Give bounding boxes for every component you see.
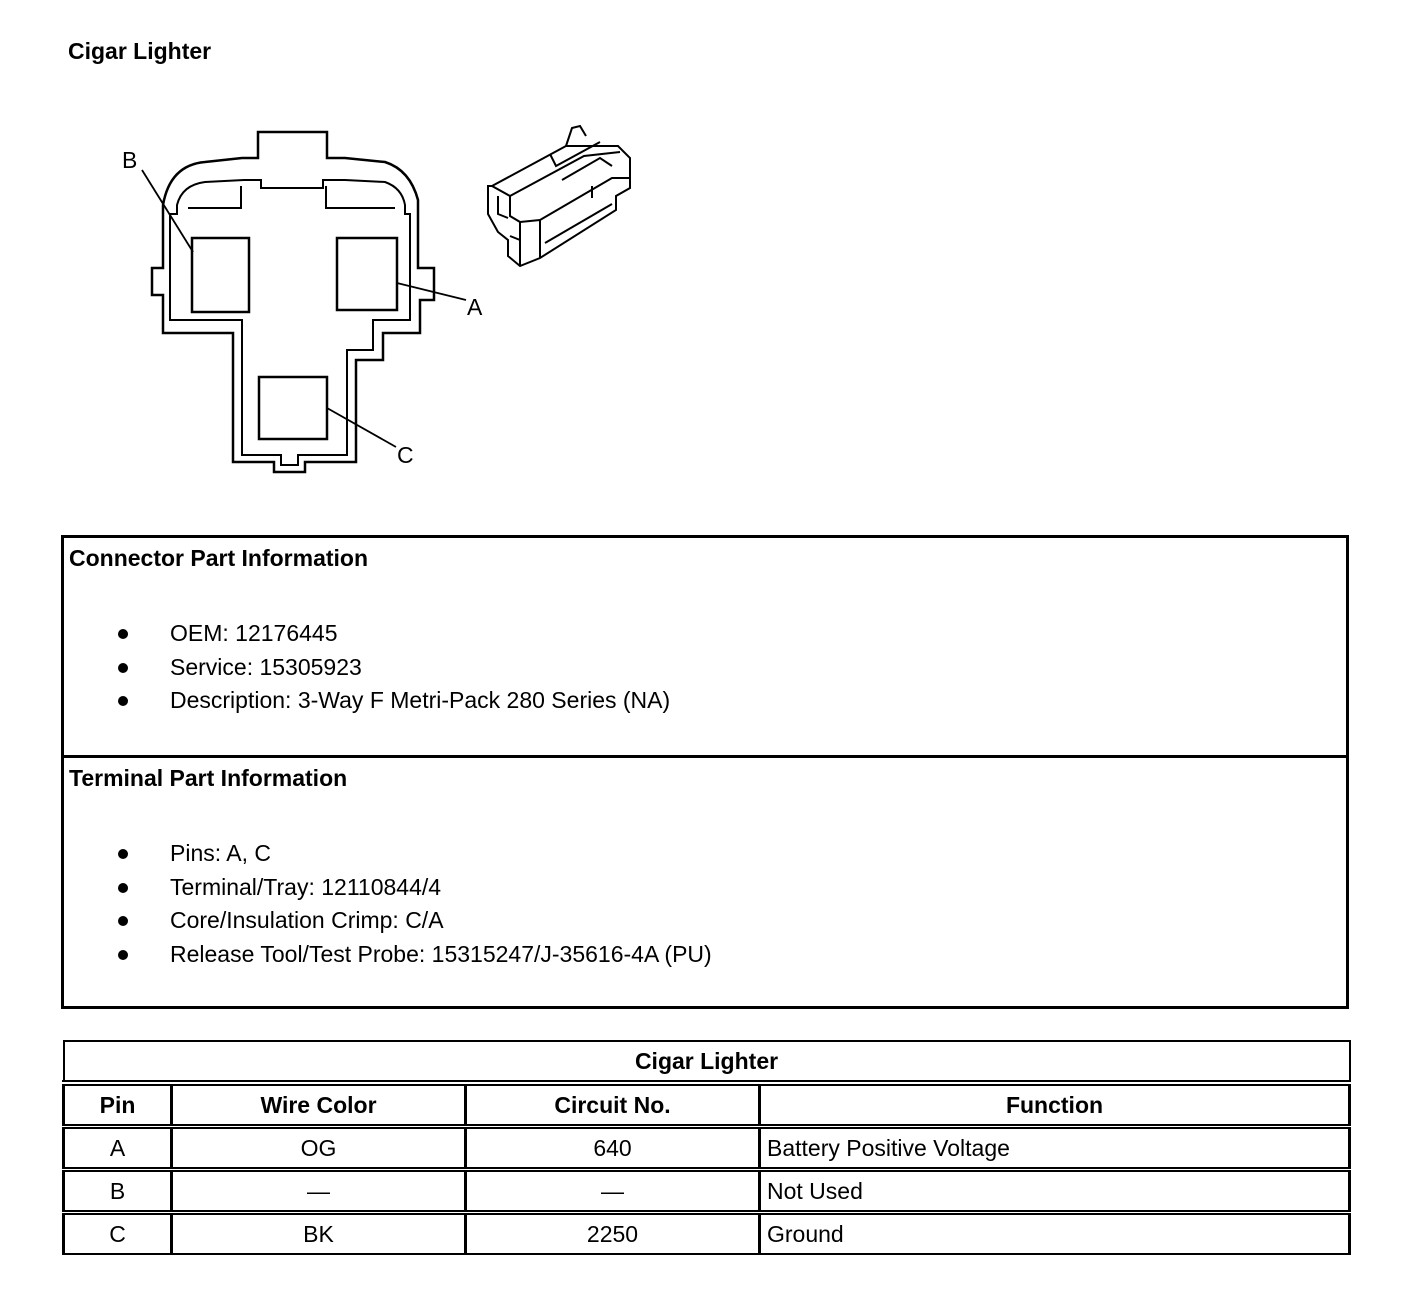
pin-assignment-table xyxy=(62,1040,1351,1255)
terminal-info-heading: Terminal Part Information xyxy=(69,765,348,791)
bullet-icon xyxy=(118,663,128,673)
cavity-a xyxy=(337,238,397,310)
cell-pin: A xyxy=(64,1127,172,1170)
cell-function: Ground xyxy=(760,1213,1350,1255)
connector-face-outline xyxy=(152,132,434,472)
cavity-b xyxy=(192,238,249,312)
leader-line-c xyxy=(327,408,396,447)
column-header-wire-color: Wire Color xyxy=(172,1083,466,1127)
cell-wire-color: OG xyxy=(172,1127,466,1170)
table-caption: Cigar Lighter xyxy=(64,1041,1350,1083)
cell-circuit-no: 2250 xyxy=(466,1213,760,1255)
list-item xyxy=(64,651,670,685)
page-title: Cigar Lighter xyxy=(68,38,212,64)
list-item xyxy=(64,837,712,871)
table-row xyxy=(64,1127,1350,1170)
list-item xyxy=(64,871,712,905)
column-header-function: Function xyxy=(760,1083,1350,1127)
list-item-text: Release Tool/Test Probe: 15315247/J-35616-4A (PU) xyxy=(170,940,712,967)
list-item xyxy=(64,904,712,938)
terminal-part-info xyxy=(64,758,1346,1006)
connector-3d-illustration xyxy=(488,126,630,266)
bullet-icon xyxy=(118,916,128,926)
table-caption-row xyxy=(64,1041,1350,1083)
cell-circuit-no: — xyxy=(466,1170,760,1213)
connector-part-info xyxy=(64,538,1346,758)
cell-function: Battery Positive Voltage xyxy=(760,1127,1350,1170)
connector-info-list xyxy=(64,617,670,718)
cell-wire-color: BK xyxy=(172,1213,466,1255)
column-header-pin: Pin xyxy=(64,1083,172,1127)
pin-label-b: B xyxy=(122,147,138,173)
table-header-row xyxy=(64,1083,1350,1127)
list-item-text: Core/Insulation Crimp: C/A xyxy=(170,907,444,933)
part-info-box xyxy=(61,535,1349,1009)
bullet-icon xyxy=(118,883,128,893)
pin-label-a: A xyxy=(467,294,483,320)
table-row xyxy=(64,1213,1350,1255)
list-item-text: Terminal/Tray: 12110844/4 xyxy=(170,873,442,900)
list-item xyxy=(64,684,670,718)
bullet-icon xyxy=(118,629,128,639)
cell-pin: C xyxy=(64,1213,172,1255)
connector-face-inner xyxy=(170,180,410,465)
pin-label-c: C xyxy=(397,442,414,468)
bullet-icon xyxy=(118,950,128,960)
leader-line-a xyxy=(397,283,466,300)
cell-circuit-no: 640 xyxy=(466,1127,760,1170)
bullet-icon xyxy=(118,696,128,706)
list-item-text: Description: 3-Way F Metri-Pack 280 Series (NA) xyxy=(170,687,671,713)
list-item-text: OEM: 12176445 xyxy=(170,620,338,646)
cell-wire-color: — xyxy=(172,1170,466,1213)
list-item-text: Service: 15305923 xyxy=(170,653,362,680)
leader-line-b xyxy=(142,170,193,252)
cell-function: Not Used xyxy=(760,1170,1350,1213)
cell-pin: B xyxy=(64,1170,172,1213)
list-item-text: Pins: A, C xyxy=(170,840,271,866)
bullet-icon xyxy=(118,849,128,859)
terminal-info-list xyxy=(64,837,712,971)
list-item xyxy=(64,938,712,972)
column-header-circuit-no: Circuit No. xyxy=(466,1083,760,1127)
list-item xyxy=(64,617,670,651)
cavity-c xyxy=(259,377,327,439)
connector-diagram xyxy=(0,0,700,500)
connector-info-heading: Connector Part Information xyxy=(69,545,369,571)
table-row xyxy=(64,1170,1350,1213)
